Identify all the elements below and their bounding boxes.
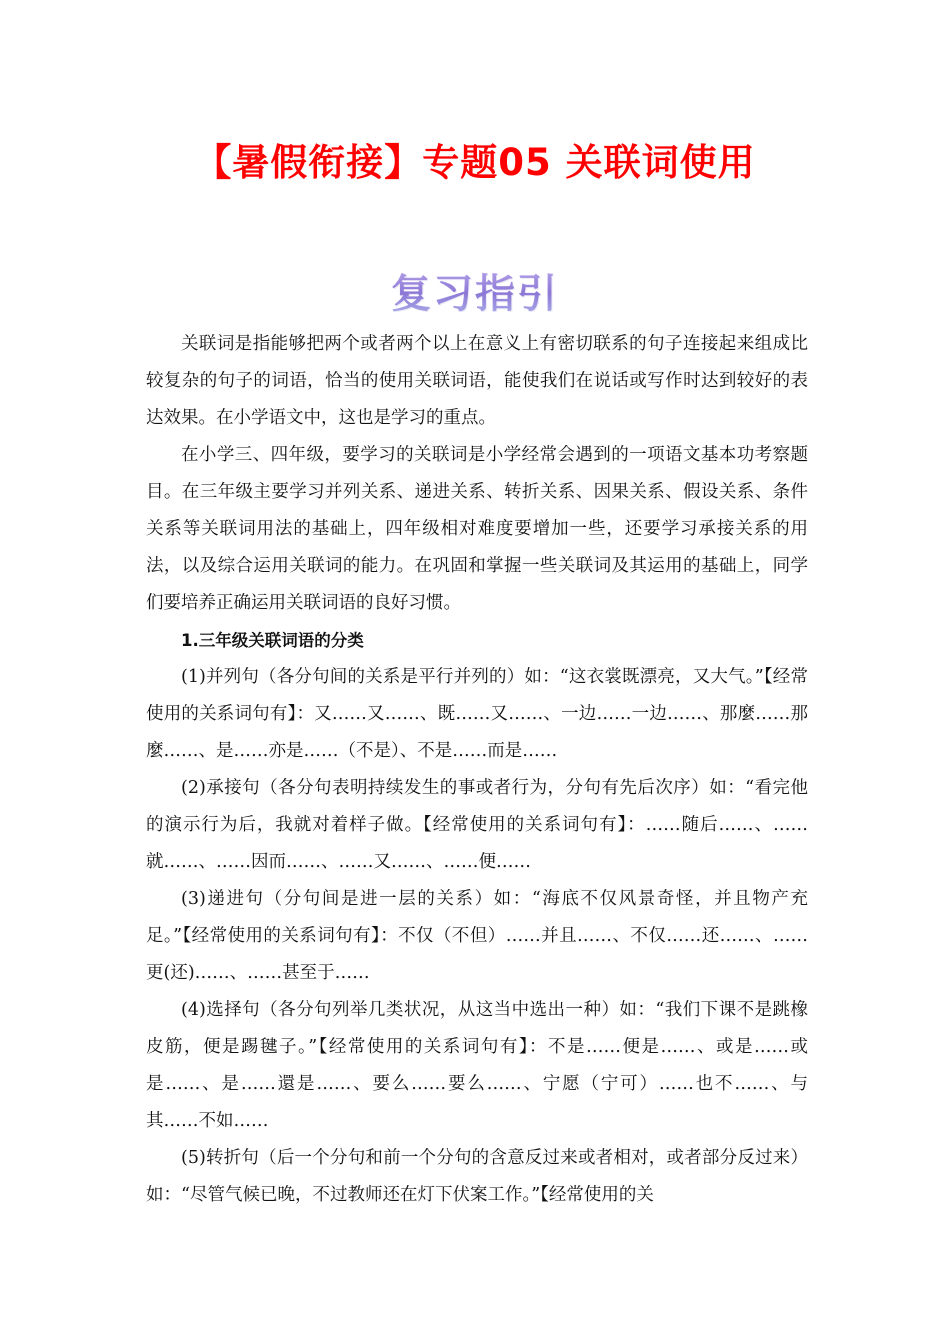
page-title: 【暑假衔接】专题05 关联词使用 xyxy=(194,141,756,184)
intro-paragraph-2: 在小学三、四年级，要学习的关联词是小学经常会遇到的一项语文基本功考察题目。在三年级主要学习并列关系、递进关系、转折关系、因果关系、假设关系、条件关系等关联词用法的基础上，四年级相对难度要增加一些，还要学习承接关系的用法，以及综合运用关联词的能力。在巩固和掌握一些关联词及其运用的基础上，同学们要培养正确运用关联词语的良好习惯。 xyxy=(146,445,808,613)
item-parallel-sentence: (1)并列句（各分句间的关系是平行并列的）如：“这衣裳既漂亮，又大气。”【经常使用的关系词句有】：又……又……、既……又……、一边……一边……、那麼……那麼……、是……亦是……（不是）、不是……而是…… xyxy=(146,667,808,761)
section-heading-review-guide: 复习指引 xyxy=(0,262,950,319)
item-sequential-sentence: (2)承接句（各分句表明持续发生的事或者行为，分句有先后次序）如：“看完他的演示行为后，我就对着样子做。【经常使用的关系词句有】：……随后……、……就……、……因而……、……又……、……便…… xyxy=(146,778,808,872)
item-progressive-sentence: (3)递进句（分句间是进一层的关系）如：“海底不仅风景奇怪，并且物产充足。”【经常使用的关系词句有】：不仅（不但）……并且……、不仅……还……、……更(还)……、……甚至于…… xyxy=(146,889,808,983)
intro-paragraph-1: 关联词是指能够把两个或者两个以上在意义上有密切联系的句子连接起来组成比较复杂的句子的词语，恰当的使用关联词语，能使我们在说话或写作时达到较好的表达效果。在小学语文中，这也是学习的重点。 xyxy=(146,334,808,428)
item-choice-sentence: (4)选择句（各分句列举几类状况，从这当中选出一种）如：“我们下课不是跳橡皮筋，便是踢毽子。”【经常使用的关系词句有】：不是……便是……、或是……或是……、是……還是……、要么……要么……、宁愿（宁可）……也不……、与其……不如…… xyxy=(146,1000,808,1131)
body-text xyxy=(146,326,808,1214)
item-adversative-sentence: (5)转折句（后一个分句和前一个分句的含意反过来或者相对，或者部分反过来）如：“尽管气候已晚，不过教师还在灯下伏案工作。”【经常使用的关 xyxy=(146,1148,808,1205)
subheading-grade3-classification: 1.三年级关联词语的分类 xyxy=(181,631,364,650)
